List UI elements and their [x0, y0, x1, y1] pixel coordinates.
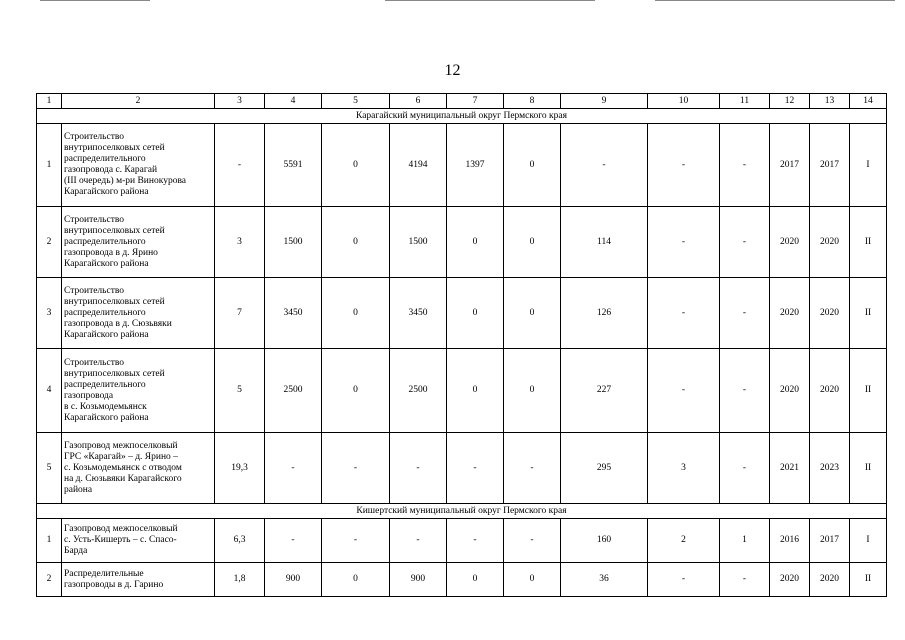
table-row: [37, 433, 887, 504]
table-row: [37, 207, 887, 278]
value-cell: 0: [504, 563, 561, 597]
object-name-cell: Строительство внутрипоселковых сетей распределительного газопровода в с. Козьмодемьянск Карагайского района: [62, 349, 215, 433]
value-cell: 227: [561, 349, 648, 433]
value-cell: 7: [215, 278, 265, 349]
value-cell: -: [720, 207, 770, 278]
value-cell: 295: [561, 433, 648, 504]
value-cell: 0: [322, 349, 390, 433]
value-cell: 0: [504, 349, 561, 433]
value-cell: 5591: [265, 124, 322, 207]
table-row: [37, 563, 887, 597]
header-cell: 7: [447, 94, 504, 109]
table-row: [37, 519, 887, 563]
value-cell: II: [850, 433, 887, 504]
header-cell: 13: [810, 94, 850, 109]
row-number-cell: 2: [37, 563, 62, 597]
value-cell: -: [648, 278, 720, 349]
value-cell: I: [850, 124, 887, 207]
header-row: [37, 94, 887, 109]
value-cell: -: [720, 278, 770, 349]
value-cell: -: [390, 433, 447, 504]
value-cell: -: [648, 349, 720, 433]
value-cell: 19,3: [215, 433, 265, 504]
value-cell: 2020: [810, 207, 850, 278]
value-cell: -: [322, 519, 390, 563]
value-cell: 0: [322, 563, 390, 597]
region-title: Карагайский муниципальный округ Пермского края: [37, 109, 887, 124]
top-edge-line-right: [655, 0, 895, 1]
object-name-cell: Строительство внутрипоселковых сетей распределительного газопровода в д. Ярино Карагайского района: [62, 207, 215, 278]
value-cell: 2020: [770, 207, 810, 278]
top-edge-line-left: [40, 0, 150, 1]
header-cell: 14: [850, 94, 887, 109]
value-cell: 3450: [265, 278, 322, 349]
value-cell: 0: [447, 278, 504, 349]
value-cell: 2020: [770, 278, 810, 349]
value-cell: 2020: [810, 278, 850, 349]
value-cell: 2020: [810, 349, 850, 433]
value-cell: 0: [322, 124, 390, 207]
header-cell: 6: [390, 94, 447, 109]
value-cell: -: [648, 563, 720, 597]
header-cell: 2: [62, 94, 215, 109]
value-cell: 4194: [390, 124, 447, 207]
value-cell: 2020: [770, 563, 810, 597]
table-body: [37, 94, 887, 597]
object-name-cell: Газопровод межпоселковый ГРС «Карагай» – д. Ярино – с. Козьмодемьянск с отводом на д. Сюзьвяки Карагайского района: [62, 433, 215, 504]
region-row: [37, 109, 887, 124]
value-cell: -: [504, 433, 561, 504]
value-cell: 0: [447, 349, 504, 433]
value-cell: 0: [504, 207, 561, 278]
value-cell: -: [720, 563, 770, 597]
row-number-cell: 1: [37, 124, 62, 207]
table-row: [37, 349, 887, 433]
value-cell: 1,8: [215, 563, 265, 597]
header-cell: 11: [720, 94, 770, 109]
value-cell: 2500: [265, 349, 322, 433]
value-cell: -: [447, 433, 504, 504]
value-cell: 2020: [770, 349, 810, 433]
row-number-cell: 2: [37, 207, 62, 278]
value-cell: II: [850, 207, 887, 278]
row-number-cell: 1: [37, 519, 62, 563]
row-number-cell: 3: [37, 278, 62, 349]
value-cell: 126: [561, 278, 648, 349]
region-title: Кишертский муниципальный округ Пермского края: [37, 504, 887, 519]
value-cell: II: [850, 563, 887, 597]
value-cell: 3: [648, 433, 720, 504]
value-cell: 2: [648, 519, 720, 563]
value-cell: 0: [504, 278, 561, 349]
value-cell: 2017: [810, 124, 850, 207]
value-cell: -: [390, 519, 447, 563]
value-cell: 900: [265, 563, 322, 597]
value-cell: 0: [447, 207, 504, 278]
table-row: [37, 278, 887, 349]
value-cell: -: [720, 124, 770, 207]
value-cell: 36: [561, 563, 648, 597]
header-cell: 3: [215, 94, 265, 109]
value-cell: 114: [561, 207, 648, 278]
value-cell: 900: [390, 563, 447, 597]
value-cell: 1397: [447, 124, 504, 207]
value-cell: 1500: [390, 207, 447, 278]
header-cell: 5: [322, 94, 390, 109]
value-cell: I: [850, 519, 887, 563]
value-cell: II: [850, 278, 887, 349]
value-cell: 0: [447, 563, 504, 597]
header-cell: 10: [648, 94, 720, 109]
top-edge-line-center: [385, 0, 595, 1]
value-cell: 2017: [770, 124, 810, 207]
value-cell: 2500: [390, 349, 447, 433]
value-cell: 3: [215, 207, 265, 278]
value-cell: 2021: [770, 433, 810, 504]
object-name-cell: Распределительные газопроводы в д. Гарино: [62, 563, 215, 597]
header-cell: 1: [37, 94, 62, 109]
value-cell: 0: [322, 207, 390, 278]
value-cell: 2020: [810, 563, 850, 597]
value-cell: 1500: [265, 207, 322, 278]
object-name-cell: Строительство внутрипоселковых сетей распределительного газопровода с. Карагай (III очередь) м-ри Винокурова Карагайского района: [62, 124, 215, 207]
row-number-cell: 4: [37, 349, 62, 433]
value-cell: -: [504, 519, 561, 563]
value-cell: -: [720, 349, 770, 433]
value-cell: 2016: [770, 519, 810, 563]
value-cell: -: [561, 124, 648, 207]
value-cell: 2023: [810, 433, 850, 504]
gas-pipeline-table: [36, 93, 887, 597]
value-cell: -: [648, 124, 720, 207]
object-name-cell: Строительство внутрипоселковых сетей распределительного газопровода в д. Сюзьвяки Карагайского района: [62, 278, 215, 349]
header-cell: 12: [770, 94, 810, 109]
value-cell: -: [447, 519, 504, 563]
value-cell: 1: [720, 519, 770, 563]
value-cell: 5: [215, 349, 265, 433]
value-cell: -: [265, 519, 322, 563]
value-cell: II: [850, 349, 887, 433]
value-cell: -: [648, 207, 720, 278]
region-row: [37, 504, 887, 519]
value-cell: 6,3: [215, 519, 265, 563]
value-cell: 0: [322, 278, 390, 349]
value-cell: -: [215, 124, 265, 207]
table-row: [37, 124, 887, 207]
value-cell: -: [322, 433, 390, 504]
value-cell: -: [720, 433, 770, 504]
page-number: 12: [444, 62, 461, 79]
value-cell: -: [265, 433, 322, 504]
value-cell: 3450: [390, 278, 447, 349]
value-cell: 2017: [810, 519, 850, 563]
object-name-cell: Газопровод межпоселковый с. Усть-Кишерть – с. Спасо- Барда: [62, 519, 215, 563]
value-cell: 0: [504, 124, 561, 207]
header-cell: 9: [561, 94, 648, 109]
row-number-cell: 5: [37, 433, 62, 504]
header-cell: 4: [265, 94, 322, 109]
value-cell: 160: [561, 519, 648, 563]
header-cell: 8: [504, 94, 561, 109]
